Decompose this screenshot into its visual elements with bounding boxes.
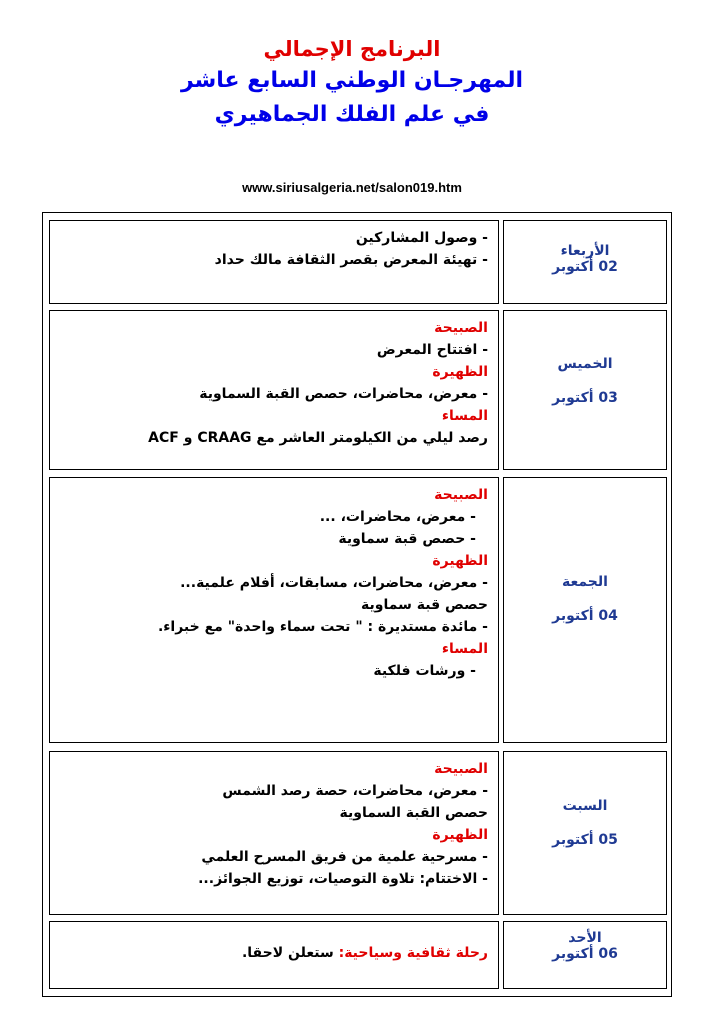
list-item: حصص قبة سماوية <box>361 597 488 613</box>
day-date: 05 أكتوبر <box>552 832 618 848</box>
section-heading: الظهيرة <box>432 553 488 569</box>
list-item: - مسرحية علمية من فريق المسرح العلمي <box>201 849 488 865</box>
row-content-2 <box>49 310 499 470</box>
section-heading: الصبيحة <box>434 320 488 336</box>
page-subtitle-2: في علم الفلك الجماهيري <box>214 102 490 127</box>
section-heading: المساء <box>441 641 488 657</box>
page-subtitle-1: المهرجـان الوطني السابع عاشر <box>180 68 524 93</box>
day-date: 03 أكتوبر <box>552 390 618 406</box>
section-heading: الظهيرة <box>432 827 488 843</box>
row-day-5 <box>503 921 667 989</box>
header <box>0 34 704 132</box>
list-item: - مائدة مستديرة : " تحت سماء واحدة" مع خبراء. <box>157 619 488 635</box>
list-item: - معرض، محاضرات، ... <box>319 509 476 525</box>
content-list <box>50 478 498 682</box>
section-heading: الصبيحة <box>434 761 488 777</box>
highlight-label: رحلة ثقافية وسياحية: <box>338 945 488 961</box>
list-item: رصد ليلي من الكيلومتر العاشر مع CRAAG و ACF <box>148 430 488 446</box>
list-item: - ورشات فلكية <box>373 663 476 679</box>
list-item: - افتتاح المعرض <box>376 342 488 358</box>
section-heading: الصبيحة <box>434 487 488 503</box>
row-day-3 <box>503 477 667 743</box>
list-item: حصص القبة السماوية <box>339 805 488 821</box>
program-table <box>42 212 672 997</box>
list-item: - حصص قبة سماوية <box>338 531 476 547</box>
day-name: السبت <box>562 798 608 814</box>
row-day-4 <box>503 751 667 915</box>
day-date: 04 أكتوبر <box>552 608 618 624</box>
row-content-1 <box>49 220 499 304</box>
section-heading: المساء <box>441 408 488 424</box>
list-item: - وصول المشاركين <box>355 230 488 246</box>
list-item: - معرض، محاضرات، مسابقات، أفلام علمية... <box>180 575 488 591</box>
content-list <box>50 311 498 449</box>
day-date: 06 أكتوبر <box>552 946 618 962</box>
content-list <box>50 752 498 890</box>
website-url[interactable]: www.siriusalgeria.net/salon019.htm <box>242 180 462 195</box>
list-item: - تهيئة المعرض بقصر الثقافة مالك حداد <box>214 252 488 268</box>
day-name: الجمعة <box>562 574 608 590</box>
page-title: البرنامج الإجمالي <box>263 37 441 61</box>
content-list <box>50 922 498 964</box>
row-content-3 <box>49 477 499 743</box>
row-content-4 <box>49 751 499 915</box>
row-content-5 <box>49 921 499 989</box>
row-day-1 <box>503 220 667 304</box>
day-name: الأحد <box>568 930 602 946</box>
list-item <box>50 942 488 964</box>
list-item: - معرض، محاضرات، حصة رصد الشمس <box>222 783 488 799</box>
row-day-2 <box>503 310 667 470</box>
section-heading: الظهيرة <box>432 364 488 380</box>
list-item: - الاختتام: تلاوة التوصيات، توزيع الجوائز... <box>198 871 488 887</box>
note-text: ستعلن لاحقا. <box>241 945 339 961</box>
day-date: 02 أكتوبر <box>552 259 618 275</box>
day-name: الخميس <box>557 356 613 372</box>
list-item: - معرض، محاضرات، حصص القبة السماوية <box>199 386 488 402</box>
day-name: الأربعاء <box>560 243 610 259</box>
content-list <box>50 221 498 271</box>
